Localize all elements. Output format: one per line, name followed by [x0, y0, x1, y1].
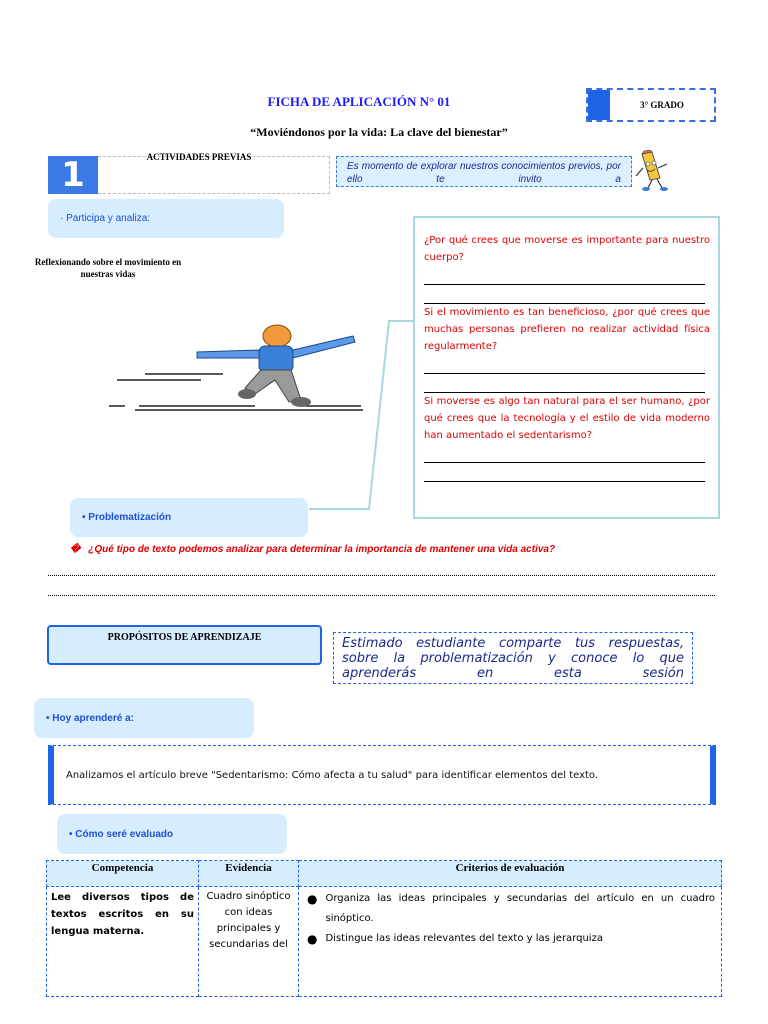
- page-title: FICHA DE APLICACIÓN N° 01: [267, 94, 451, 109]
- section-title: ACTIVIDADES PREVIAS: [146, 152, 252, 162]
- criterio-text: Distingue las ideas relevantes del texto y las jerarquiza: [325, 933, 603, 944]
- criterio-text: Organiza las ideas principales y secundarias del artículo en un cuadro sinóptico.: [325, 893, 715, 924]
- bullet-icon: ●: [307, 932, 318, 946]
- connector-line: [309, 319, 413, 519]
- bullet-glyph: �: [70, 544, 81, 555]
- propositos-title: PROPÓSITOS DE APRENDIZAJE: [47, 625, 322, 665]
- questions-box: [413, 216, 720, 519]
- bullet-icon: ●: [307, 892, 318, 906]
- criterio-item: [307, 929, 715, 949]
- evidencia-cell: Cuadro sinóptico con ideas principales y secundarias del: [199, 887, 299, 997]
- answer-line[interactable]: [424, 266, 705, 285]
- evaluation-table: [46, 860, 722, 997]
- problem-question: [70, 544, 750, 555]
- participa-label: · Participa y analiza:: [48, 199, 284, 238]
- problematizacion-label: • Problematización: [70, 498, 308, 537]
- question-2: Si el movimiento es tan beneficioso, ¿por qué crees que muchas personas prefieren no realizar actividad física regularmente?: [424, 307, 710, 352]
- grade-badge: [586, 88, 716, 122]
- grade-badge-stripe: [588, 90, 610, 120]
- evaluacion-label: • Cómo seré evaluado: [57, 814, 287, 854]
- answer-dotted-line[interactable]: [48, 595, 715, 596]
- answer-line[interactable]: [424, 374, 705, 393]
- header-evidencia: Evidencia: [199, 861, 299, 887]
- answer-line[interactable]: [424, 285, 705, 304]
- header-competencia: Competencia: [47, 861, 199, 887]
- pencil-mascot-icon: [634, 150, 674, 192]
- page-subtitle: “Moviéndonos por la vida: La clave del bienestar”: [250, 125, 508, 139]
- answer-dotted-line[interactable]: [48, 575, 715, 576]
- hoy-aprendere-label: • Hoy aprenderé a:: [34, 698, 254, 738]
- reflection-caption: Reflexionando sobre el movimiento en nuestras vidas: [34, 257, 182, 279]
- section-number: 1: [48, 156, 98, 194]
- question-3: Si moverse es algo tan natural para el ser humano, ¿por qué crees que la tecnología y el estilo de vida moderno han aumentado el sedentarismo?: [424, 396, 710, 441]
- answer-line[interactable]: [424, 463, 705, 482]
- intro-text: Es momento de explorar nuestros conocimientos previos, por ello te invito a: [336, 156, 632, 187]
- criterios-cell: [299, 887, 722, 997]
- answer-line[interactable]: [424, 444, 705, 463]
- criterio-item: [307, 889, 715, 929]
- answer-line[interactable]: [424, 355, 705, 374]
- learning-objective: Analizamos el artículo breve "Sedentarismo: Cómo afecta a tu salud" para identificar elementos del texto.: [48, 745, 716, 805]
- problem-question-text: ¿Qué tipo de texto podemos analizar para determinar la importancia de mantener una vida activa?: [88, 544, 556, 555]
- question-1: ¿Por qué crees que moverse es importante para nuestro cuerpo?: [424, 235, 710, 263]
- grade-label: 3° GRADO: [640, 100, 684, 110]
- header-criterios: Criterios de evaluación: [299, 861, 722, 887]
- propositos-message: Estimado estudiante comparte tus respuestas, sobre la problematización y conoce lo que aprenderás en esta sesión: [333, 632, 693, 684]
- competencia-cell: Lee diversos tipos de textos escritos en su lengua materna.: [47, 887, 199, 997]
